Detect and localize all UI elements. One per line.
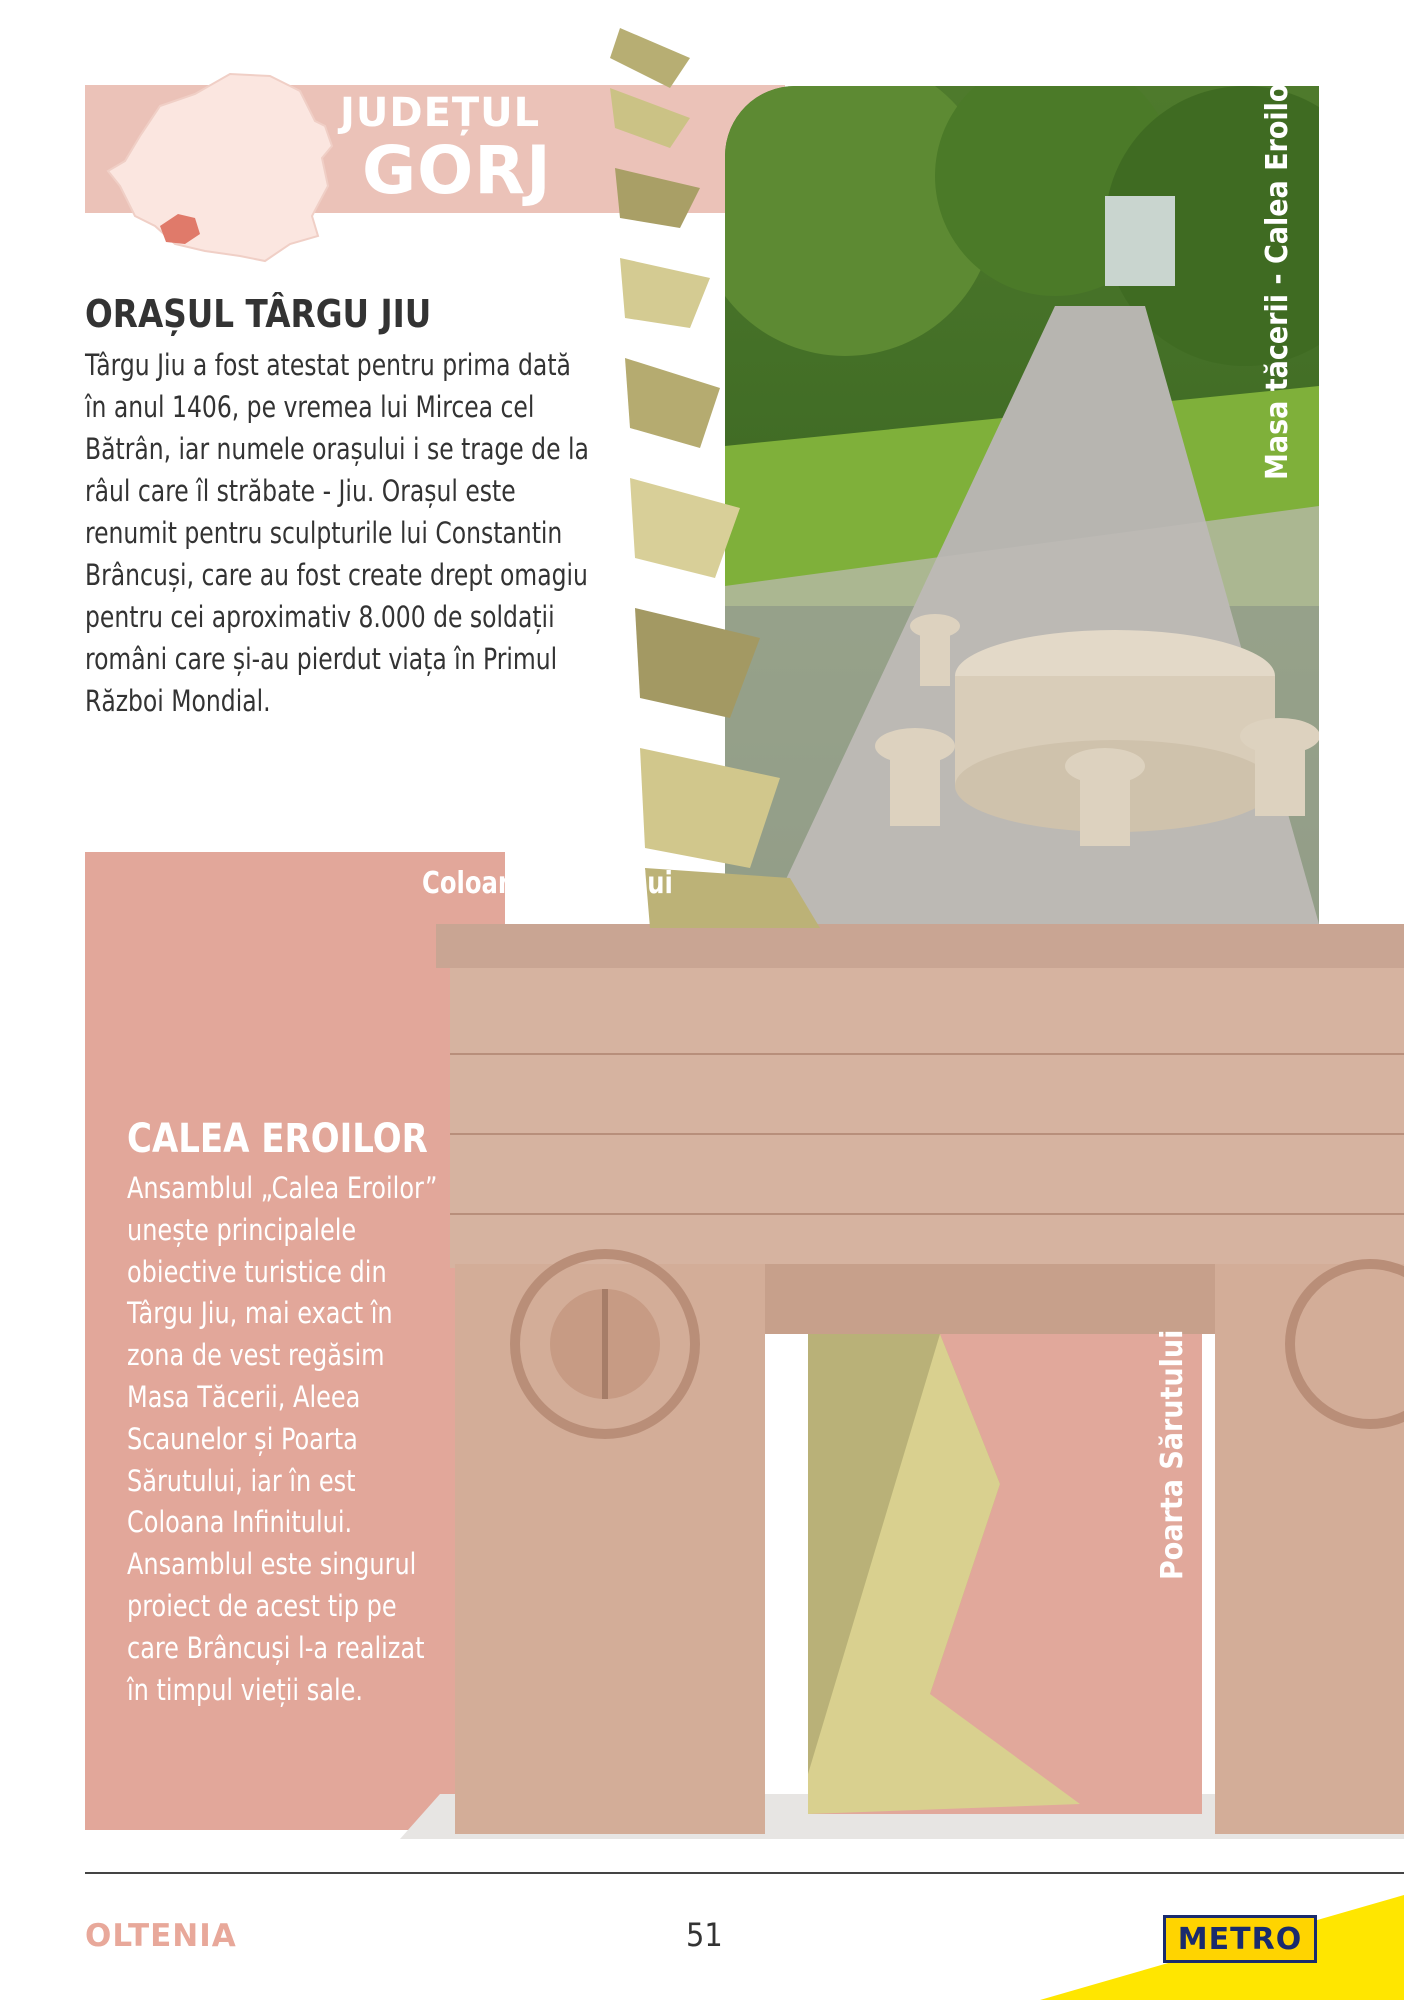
footer-divider	[85, 1872, 1404, 1874]
city-paragraph: Târgu Jiu a fost atestat pentru prima dată în anul 1406, pe vremea lui Mircea cel Bătrân, iar numele orașului i se trage de la râul care îl străbate - Jiu. Orașul este renumit pentru sculpturile lui Constantin Brâncuși, care au fost create drept omagiu pentru cei aproximativ 8.000 de soldații români care și-au pierdut viața în Primul Război Mondial.	[85, 348, 589, 718]
city-heading: ORAȘUL TÂRGU JIU	[85, 292, 432, 336]
county-name: GORJ	[362, 132, 552, 209]
calea-eroilor-paragraph: Ansamblul „Calea Eroilor” unește principalele obiective turistice din Târgu Jiu, mai exact în zona de vest regăsim Masa Tăcerii, Aleea Scaunelor și Poarta Sărutului, iar în est Coloana Infinitului. Ansamblul este singurul proiect de acest tip pe care Brâncuși l-a realizat în timpul vieții sale.	[127, 1171, 438, 1707]
alley-photo-caption: Masa tăcerii - Calea Eroilor	[1260, 70, 1295, 480]
page-number: 51	[686, 1916, 723, 1954]
gate-photo-caption: Poarta Sărutului	[1155, 1329, 1190, 1580]
endless-column-photo	[590, 18, 890, 928]
county-label: JUDEȚUL	[340, 90, 541, 136]
calea-eroilor-heading: CALEA EROILOR	[127, 1116, 428, 1162]
column-photo-caption: Coloana Infinitului	[422, 866, 673, 901]
footer-region-label: OLTENIA	[85, 1918, 237, 1954]
romania-map-icon	[100, 66, 340, 266]
metro-logo-text: METRO	[1177, 1921, 1303, 1957]
metro-logo	[1163, 1915, 1317, 1963]
